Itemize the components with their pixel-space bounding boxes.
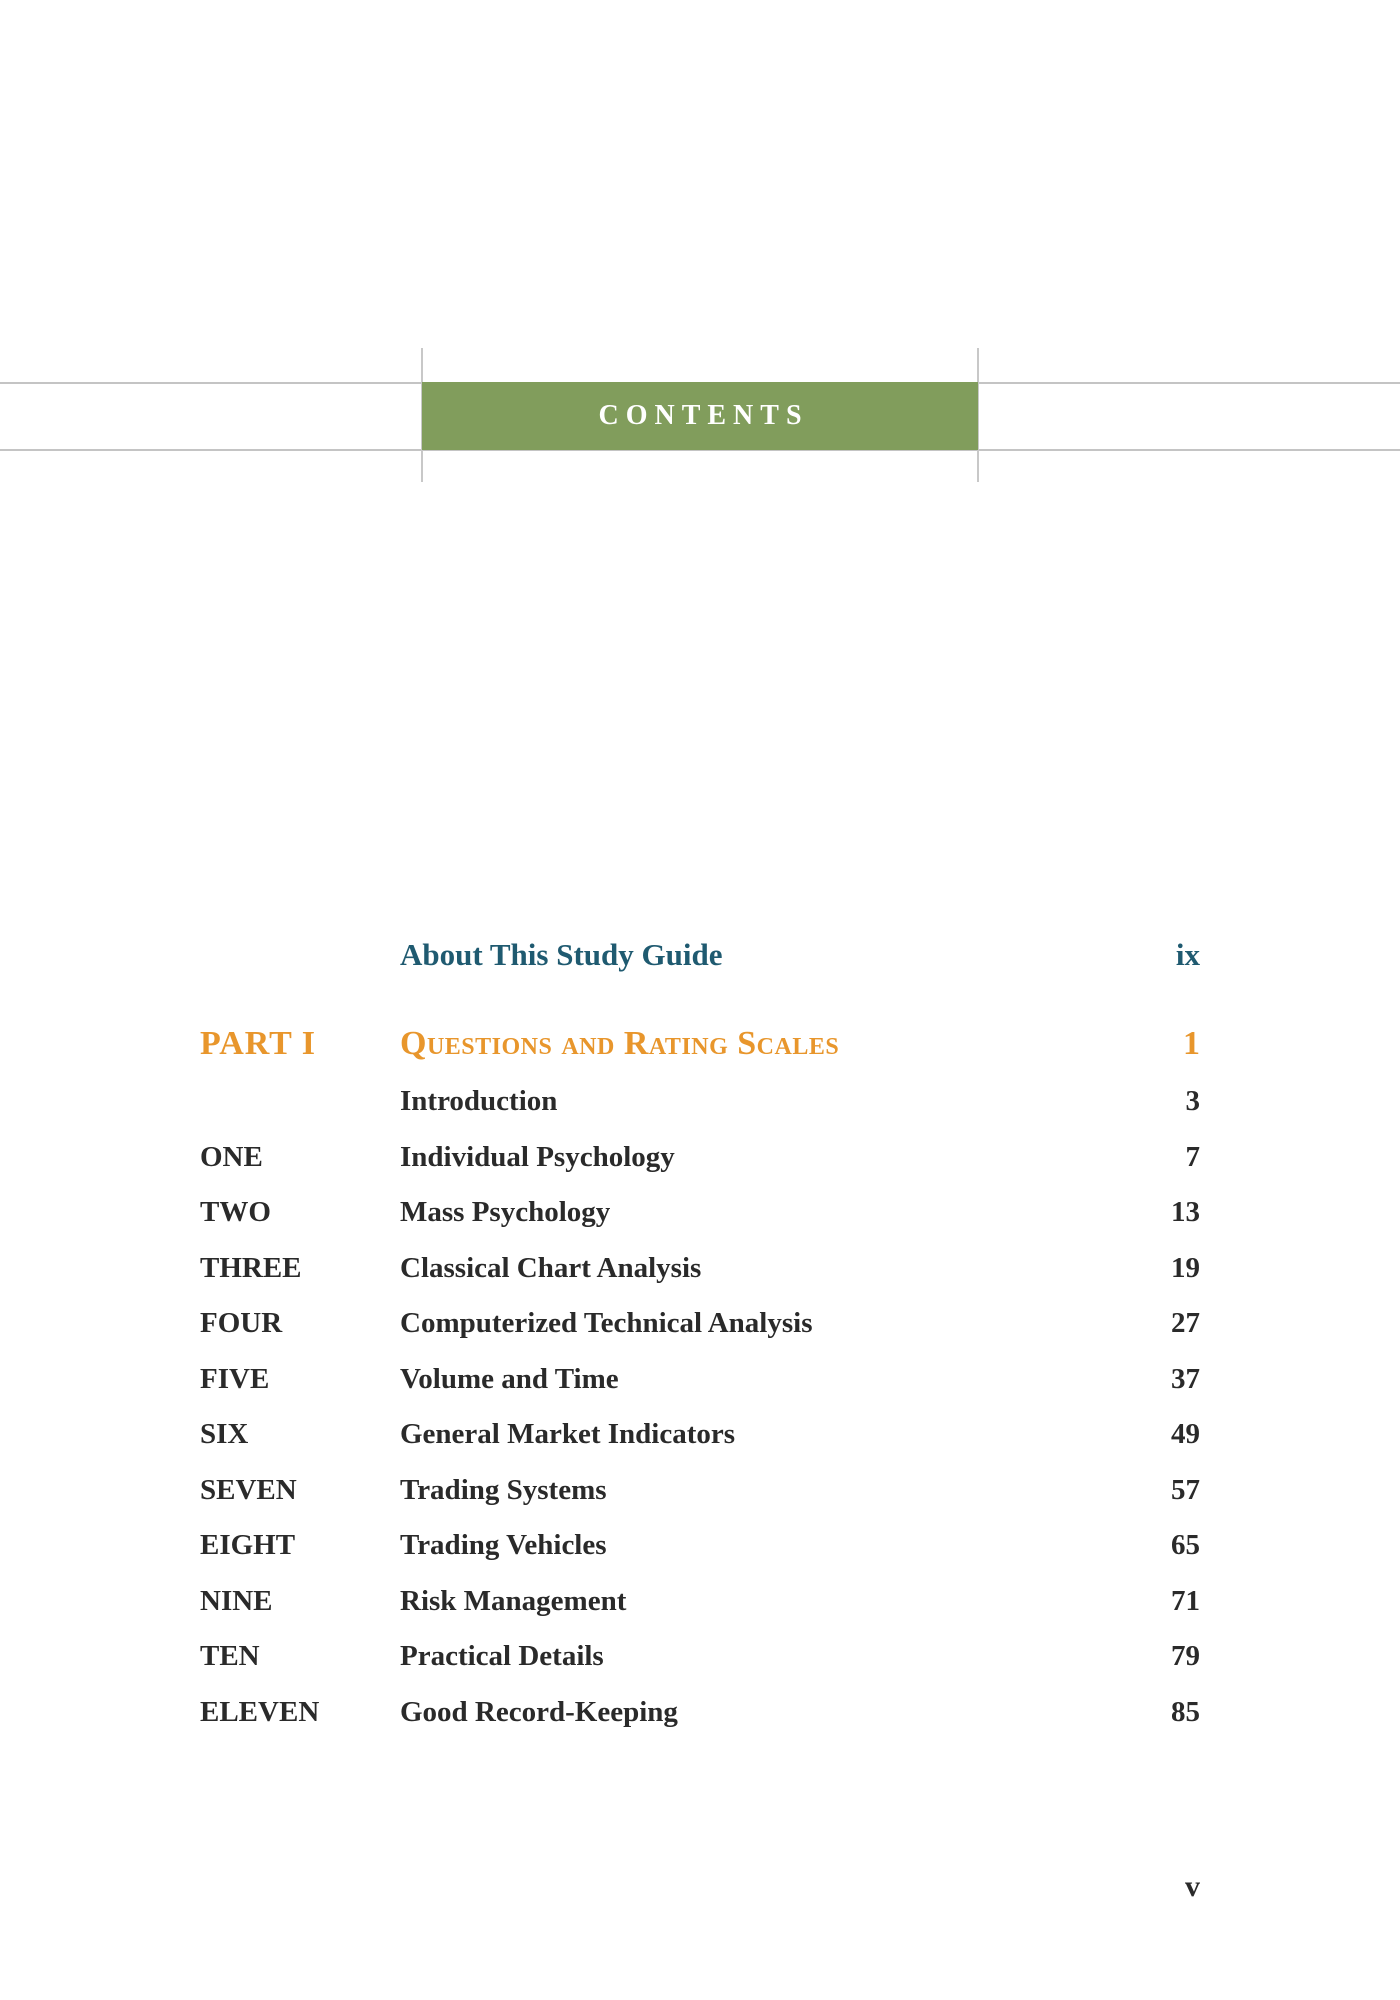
toc-row[interactable] — [200, 1303, 1200, 1343]
toc-row[interactable] — [200, 1581, 1200, 1621]
chapter-page: 37 — [1171, 1363, 1200, 1395]
chapter-title: Mass Psychology — [400, 1196, 611, 1228]
toc-page-about: ix — [1175, 937, 1200, 972]
chapter-title: Risk Management — [400, 1585, 627, 1617]
chapter-title: Computerized Technical Analysis — [400, 1307, 813, 1339]
toc-row[interactable] — [200, 1692, 1200, 1732]
chapter-title: Individual Psychology — [400, 1141, 675, 1173]
chapter-title: Introduction — [400, 1085, 558, 1117]
chapter-number: TWO — [200, 1196, 271, 1228]
chapter-number: SIX — [200, 1418, 249, 1450]
toc-row[interactable] — [200, 1192, 1200, 1232]
chapter-title: Good Record-Keeping — [400, 1696, 678, 1728]
chapter-page: 49 — [1171, 1418, 1200, 1450]
chapter-page: 65 — [1171, 1529, 1200, 1561]
part-label: PART I — [200, 1025, 316, 1062]
toc-row[interactable] — [200, 1636, 1200, 1676]
toc-row[interactable] — [200, 1359, 1200, 1399]
toc-row[interactable] — [200, 1525, 1200, 1565]
chapter-number: NINE — [200, 1585, 273, 1617]
chapter-number: EIGHT — [200, 1529, 296, 1561]
page-number: v — [1185, 1870, 1200, 1903]
chapter-page: 71 — [1171, 1585, 1200, 1617]
chapter-number: TEN — [200, 1640, 260, 1672]
chapter-title: Volume and Time — [400, 1363, 619, 1395]
chapter-number: FIVE — [200, 1363, 270, 1395]
chapter-title: Classical Chart Analysis — [400, 1252, 702, 1284]
toc-row[interactable] — [200, 1414, 1200, 1454]
chapter-title: Trading Systems — [400, 1474, 607, 1506]
chapter-page: 79 — [1171, 1640, 1200, 1672]
part-title: Questions and Rating Scales — [400, 1025, 840, 1062]
toc-row-about[interactable] — [200, 935, 1200, 975]
chapter-number: FOUR — [200, 1307, 283, 1339]
toc-row[interactable] — [200, 1248, 1200, 1288]
chapter-page: 85 — [1171, 1696, 1200, 1728]
chapter-page: 57 — [1171, 1474, 1200, 1506]
toc-row-part-1[interactable] — [200, 1024, 1200, 1064]
page-title: CONTENTS — [598, 400, 809, 431]
chapter-number: SEVEN — [200, 1474, 297, 1506]
chapter-number: ONE — [200, 1141, 263, 1173]
chapter-page: 7 — [1185, 1141, 1200, 1173]
toc-title-about: About This Study Guide — [400, 937, 723, 972]
chapter-page: 27 — [1171, 1307, 1200, 1339]
part-page: 1 — [1183, 1025, 1200, 1062]
chapter-number: ELEVEN — [200, 1696, 320, 1728]
contents-header-band — [422, 382, 978, 450]
toc-row[interactable] — [200, 1137, 1200, 1177]
toc-row[interactable] — [200, 1470, 1200, 1510]
chapter-number: THREE — [200, 1252, 302, 1284]
chapter-title: General Market Indicators — [400, 1418, 736, 1450]
chapter-page: 3 — [1185, 1085, 1200, 1117]
chapter-page: 13 — [1171, 1196, 1200, 1228]
toc-row[interactable] — [200, 1081, 1200, 1121]
chapter-title: Trading Vehicles — [400, 1529, 607, 1561]
chapter-page: 19 — [1171, 1252, 1200, 1284]
chapter-title: Practical Details — [400, 1640, 604, 1672]
